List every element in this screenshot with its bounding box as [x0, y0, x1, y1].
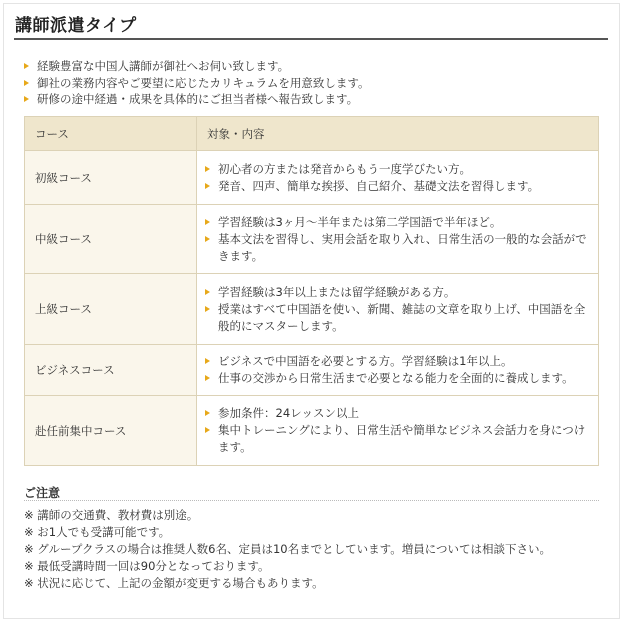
table-row: [25, 345, 599, 396]
table-row: [25, 205, 599, 274]
page-title: 講師派遣タイプ: [15, 16, 137, 36]
table-row: [25, 274, 599, 345]
bullet-arrow-icon: [205, 427, 210, 433]
bullet-arrow-icon: [205, 166, 210, 172]
detail-text: 発音、四声、簡単な挨拶、自己紹介、基礎文法を習得します。: [218, 178, 540, 193]
detail-item: [205, 301, 590, 335]
detail-item: [205, 161, 590, 178]
bullet-arrow-icon: [205, 410, 210, 416]
detail-text: 学習経験は3年以上または留学経験がある方。: [218, 284, 456, 299]
course-detail: [197, 151, 599, 205]
detail-item: [205, 284, 590, 301]
bullet-arrow-icon: [205, 306, 210, 312]
intro-text: 研修の途中経過・成果を具体的にご担当者様へ報告致します。: [37, 92, 359, 106]
bullet-arrow-icon: [205, 219, 210, 225]
column-header-course: コース: [25, 117, 197, 151]
intro-list: [24, 58, 369, 108]
detail-item: [205, 178, 590, 195]
note-item: ※ 最低受講時間一回は90分となっております。: [24, 559, 270, 573]
detail-item: [205, 353, 590, 370]
detail-item: [205, 214, 590, 231]
bullet-arrow-icon: [24, 63, 29, 69]
bullet-arrow-icon: [205, 236, 210, 242]
course-detail: [197, 205, 599, 274]
detail-text: 基本文法を習得し、実用会話を取り入れ、日常生活の一般的な会話ができます。: [218, 231, 587, 263]
detail-item: [205, 370, 590, 387]
detail-text: 学習経験は3ヶ月～半年または第二学国語で半年ほど。: [218, 214, 502, 229]
detail-text: 授業はすべて中国語を使い、新聞、雑誌の文章を取り上げ、中国語を全般的にマスターします。: [218, 301, 586, 333]
intro-item: [24, 91, 369, 108]
course-detail: [197, 274, 599, 345]
note-item: ※ 状況に応じて、上記の金額が変更する場合もあります。: [24, 576, 324, 590]
detail-text: 仕事の交渉から日常生活まで必要となる能力を全面的に養成します。: [218, 371, 574, 385]
table-row: [25, 151, 599, 205]
detail-text: 参加条件：24レッスン以上: [218, 406, 360, 420]
intro-text: 御社の業務内容やご要望に応じたカリキュラムを用意致します。: [37, 75, 370, 90]
detail-item: [205, 231, 590, 265]
bullet-arrow-icon: [205, 358, 210, 364]
course-name: ビジネスコース: [25, 345, 197, 396]
detail-item: [205, 405, 590, 422]
table-row: [25, 396, 599, 466]
notes-heading: ご注意: [24, 486, 61, 500]
course-name: 赴任前集中コース: [25, 396, 197, 466]
course-detail: [197, 396, 599, 466]
note-item: ※ お1人でも受講可能です。: [24, 525, 171, 539]
course-name: 上級コース: [25, 274, 197, 345]
course-name: 中級コース: [25, 205, 197, 274]
detail-text: 初心者の方または発音からもう一度学びたい方。: [218, 161, 471, 176]
bullet-arrow-icon: [24, 96, 29, 102]
bullet-arrow-icon: [205, 183, 210, 189]
intro-item: [24, 58, 369, 75]
intro-item: [24, 75, 369, 92]
detail-item: [205, 422, 590, 456]
notes-list: [24, 507, 551, 592]
detail-text: ビジネスで中国語を必要とする方。学習経験は1年以上。: [218, 354, 513, 368]
table-header-row: [25, 117, 599, 151]
course-name: 初級コース: [25, 151, 197, 205]
bullet-arrow-icon: [24, 80, 29, 86]
detail-text: 集中トレーニングにより、日常生活や簡単なビジネス会話力を身につけます。: [218, 423, 586, 454]
note-item: ※ グループクラスの場合は推奨人数6名、定員は10名までとしています。増員については相談下さい。: [24, 542, 551, 556]
notes-divider: [24, 500, 599, 501]
intro-text: 経験豊富な中国人講師が御社へお伺い致します。: [37, 59, 290, 73]
bullet-arrow-icon: [205, 375, 210, 381]
course-detail: [197, 345, 599, 396]
bullet-arrow-icon: [205, 289, 210, 295]
note-item: ※ 講師の交通費、教材費は別途。: [24, 508, 199, 522]
course-table: [24, 116, 599, 466]
title-rule: [14, 38, 608, 40]
column-header-content: 対象・内容: [197, 117, 599, 151]
